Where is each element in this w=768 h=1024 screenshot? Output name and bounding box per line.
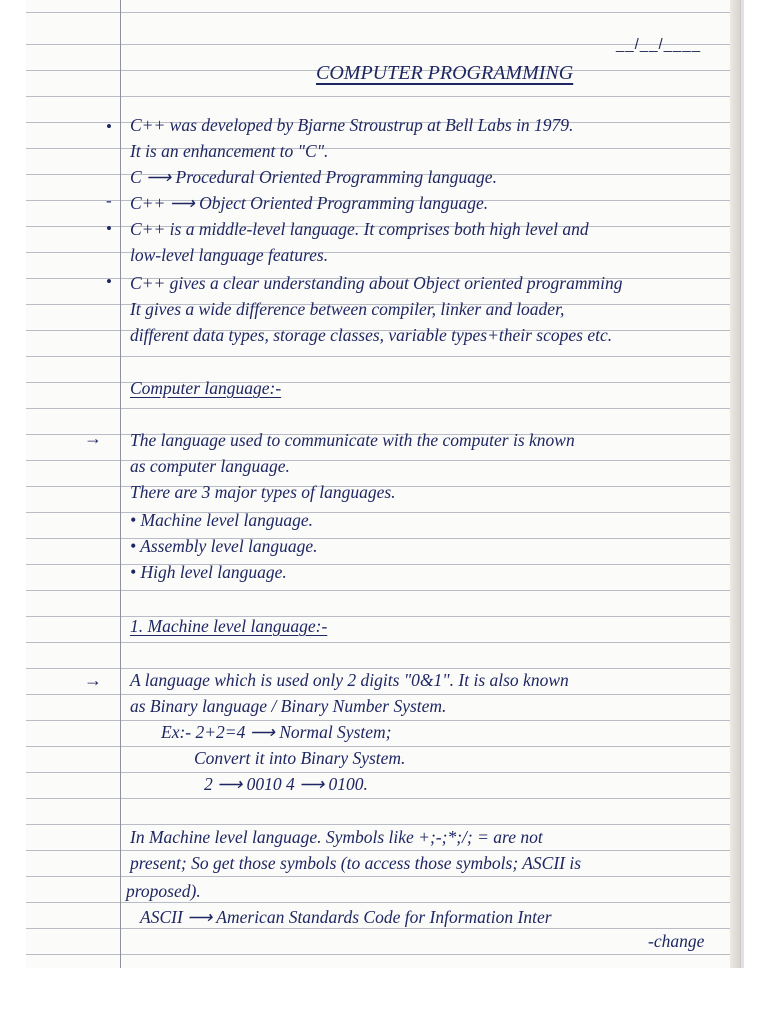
note-line: 2 ⟶ 0010 4 ⟶ 0100. <box>204 774 368 794</box>
arrow-mark: → <box>84 670 102 690</box>
note-line: -change <box>648 931 705 951</box>
note-line: C++ is a middle-level language. It comprises both high level and <box>130 219 589 239</box>
note-line: as computer language. <box>130 456 290 476</box>
section-heading: Computer language:- <box>130 378 282 398</box>
note-line: ASCII ⟶ American Standards Code for Information Inter <box>140 907 552 927</box>
note-line: proposed). <box>126 881 201 901</box>
bullet-mark: • <box>106 219 112 238</box>
note-line: It gives a wide difference between compiler, linker and loader, <box>130 299 565 319</box>
note-line: It is an enhancement to "C". <box>130 141 329 161</box>
note-line: A language which is used only 2 digits "0&1". It is also known <box>130 670 569 690</box>
notebook-page <box>26 0 741 968</box>
margin-line <box>120 0 121 968</box>
section-heading: 1. Machine level language:- <box>130 616 328 636</box>
note-line: There are 3 major types of languages. <box>130 482 396 502</box>
date-field: __/__/____ <box>616 36 702 53</box>
note-line: C ⟶ Procedural Oriented Programming language. <box>130 167 497 187</box>
note-line: low-level language features. <box>130 245 329 265</box>
bullet-mark: • <box>106 272 112 291</box>
list-item: • Assembly level language. <box>130 536 318 556</box>
note-line: present; So get those symbols (to access those symbols; ASCII is <box>130 853 582 873</box>
dash-mark: - <box>106 191 112 210</box>
list-item: • Machine level language. <box>130 510 314 530</box>
list-item: • High level language. <box>130 562 287 582</box>
page-title: COMPUTER PROGRAMMING <box>316 62 574 84</box>
bullet-mark: • <box>106 117 112 136</box>
note-line: Convert it into Binary System. <box>194 748 406 768</box>
note-line: C++ was developed by Bjarne Stroustrup at Bell Labs in 1979. <box>130 115 574 135</box>
note-line: C++ gives a clear understanding about Object oriented programming <box>130 273 623 293</box>
note-line: Ex:- 2+2=4 ⟶ Normal System; <box>161 722 392 742</box>
note-line: In Machine level language. Symbols like +;-;*;/; = are not <box>130 827 543 847</box>
note-line: as Binary language / Binary Number System. <box>130 696 447 716</box>
note-line: different data types, storage classes, variable types+their scopes etc. <box>130 325 613 345</box>
arrow-mark: → <box>84 428 102 448</box>
note-line: C++ ⟶ Object Oriented Programming language. <box>130 193 489 213</box>
note-line: The language used to communicate with the computer is known <box>130 430 575 450</box>
